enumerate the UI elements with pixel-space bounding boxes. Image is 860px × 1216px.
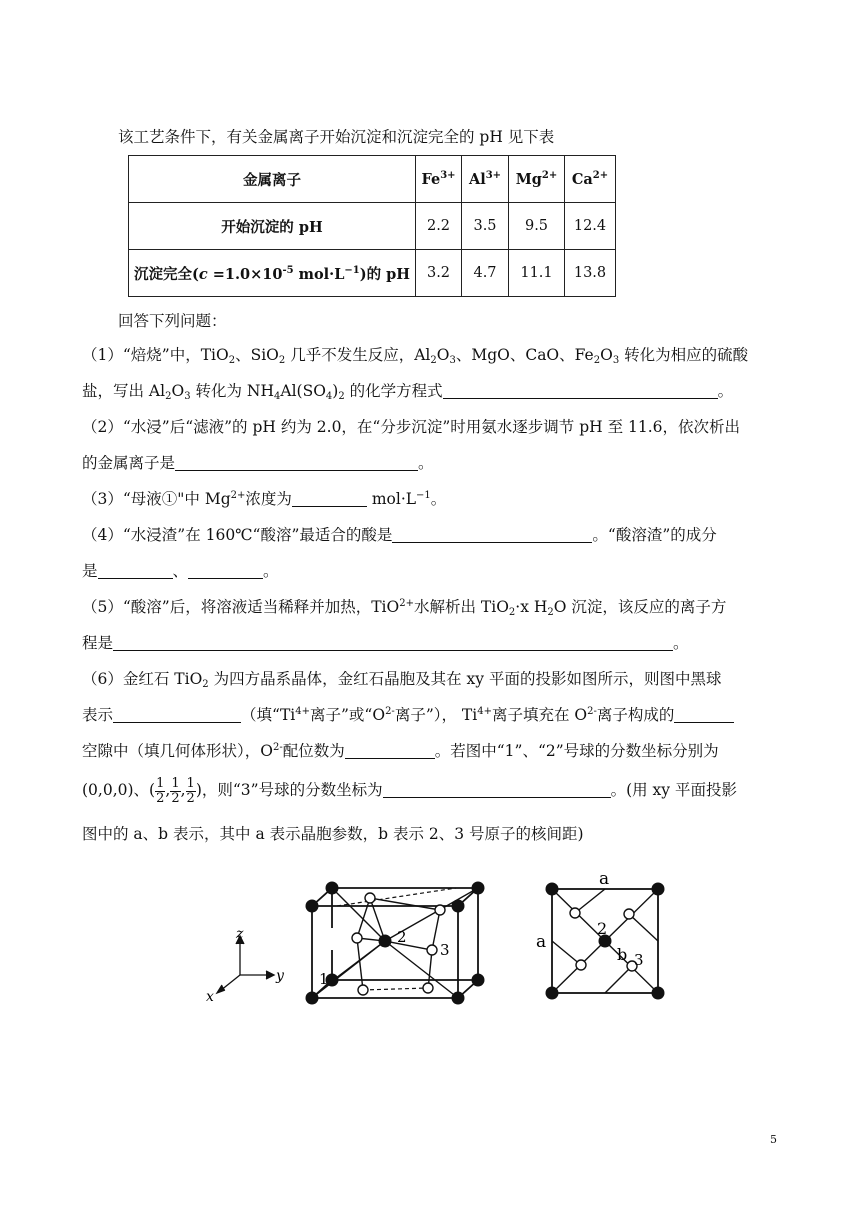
projection-label-b: b — [617, 945, 628, 964]
fraction: $\frac{1}{2}$ — [156, 775, 165, 806]
ion-al: $Al^{3+}$ — [462, 156, 509, 203]
ion-fe: $Fe^{3+}$ — [416, 156, 462, 203]
projection-label-a-top: a — [599, 869, 610, 889]
question-5-line-1: （5）“酸溶”后，将溶液适当稀释并加热，TiO$^{2+}$水解析出 TiO$_2$·x $H_2O$ 沉淀，该反应的离子方 — [82, 598, 727, 618]
header-label: 金属离子 — [129, 156, 416, 203]
table-cell: 2.2 — [416, 203, 462, 250]
page-number: 5 — [770, 1133, 777, 1146]
question-2-line-2: 的金属离子是 。 — [82, 454, 434, 472]
projection-label-a-left: a — [536, 932, 547, 952]
question-5-line-2: 程是 。 — [82, 634, 689, 652]
question-6-line-1: （6）金红石 TiO$_2$ 为四方晶系晶体，金红石晶胞及其在 xy 平面的投影如图所示，则图中黑球 — [82, 670, 722, 690]
projection-label-3: 3 — [634, 951, 644, 969]
table-cell: 3.5 — [462, 203, 509, 250]
atom-label-3: 3 — [440, 941, 450, 959]
table-cell: 3.2 — [416, 250, 462, 297]
question-6-line-3: 空隙中（填几何体形状），$O^{2-}$配位数为 。若图中“1”、“2”号球的分数坐标分别为 — [82, 742, 719, 760]
fraction: $\frac{1}{2}$ — [186, 775, 195, 806]
answer-prompt: 回答下列问题： — [118, 312, 227, 330]
table-cell: 11.1 — [509, 250, 565, 297]
question-6-line-2: 表示 （填“$Ti^{4+}$离子”或“$O^{2-}$离子”）， $Ti^{4+}$离子填充在 $O^{2-}$离子构成的 — [82, 704, 734, 726]
table-cell: 4.7 — [462, 250, 509, 297]
row-label: 开始沉淀的 pH — [129, 203, 416, 250]
table-cell: 9.5 — [509, 203, 565, 250]
ion-mg: $Mg^{2+}$ — [509, 156, 565, 203]
fraction: $\frac{1}{2}$ — [171, 775, 180, 806]
question-4-line-1: （4）“水浸渣”在 160℃“酸溶”最适合的酸是 。“酸溶渣”的成分 — [82, 526, 717, 544]
atom-label-2: 2 — [397, 928, 407, 946]
axis-icon — [217, 936, 274, 993]
question-4-line-2: 是 、 。 — [82, 562, 279, 580]
question-6-line-5: 图中的 a、b 表示，其中 a 表示晶胞参数，b 表示 2、3 号原子的核间距) — [82, 825, 584, 843]
table-cell: 13.8 — [565, 250, 616, 297]
ion-ca: $Ca^{2+}$ — [565, 156, 616, 203]
question-3: （3）“母液①"中 $Mg^{2+}$浓度为 $mol\cdot L^{-1}$。 — [82, 490, 447, 508]
projection-label-2: 2 — [597, 919, 608, 938]
table-cell: 12.4 — [565, 203, 616, 250]
atom-label-1: 1 — [319, 970, 329, 988]
row-label: 沉淀完全($c =1.0\times 10^{-5}$ $mol\cdot L^{-1}$)的 pH — [129, 250, 416, 297]
axis-z-label: z — [236, 926, 244, 942]
intro-text: 该工艺条件下，有关金属离子开始沉淀和沉淀完全的 pH 见下表 — [118, 128, 555, 146]
question-2-line-1: （2）“水浸”后“滤液”的 pH 约为 2.0，在“分步沉淀”时用氨水逐步调节 pH 至 11.6，依次析出 — [82, 418, 741, 436]
question-6-line-4: (0,0,0)、( $\frac{1}{2}$ , $\frac{1}{2}$ , $\frac{1}{2}$ )，则“3”号球的分数坐标为 。(用 xy 平面投影 — [82, 775, 737, 806]
question-1-line-1: （1）“焙烧”中，TiO$_2$、SiO$_2$ 几乎不发生反应，$Al_2O_3$、MgO、CaO、$Fe_2O_3$ 转化为相应的硫酸 — [82, 346, 749, 366]
axis-x-label: x — [206, 989, 214, 1005]
question-1-line-2: 盐，写出 $Al_2O_3$ 转化为 $NH_4Al(SO_4)_2$ 的化学方程式 。 — [82, 382, 734, 402]
axis-y-label: y — [276, 968, 284, 984]
